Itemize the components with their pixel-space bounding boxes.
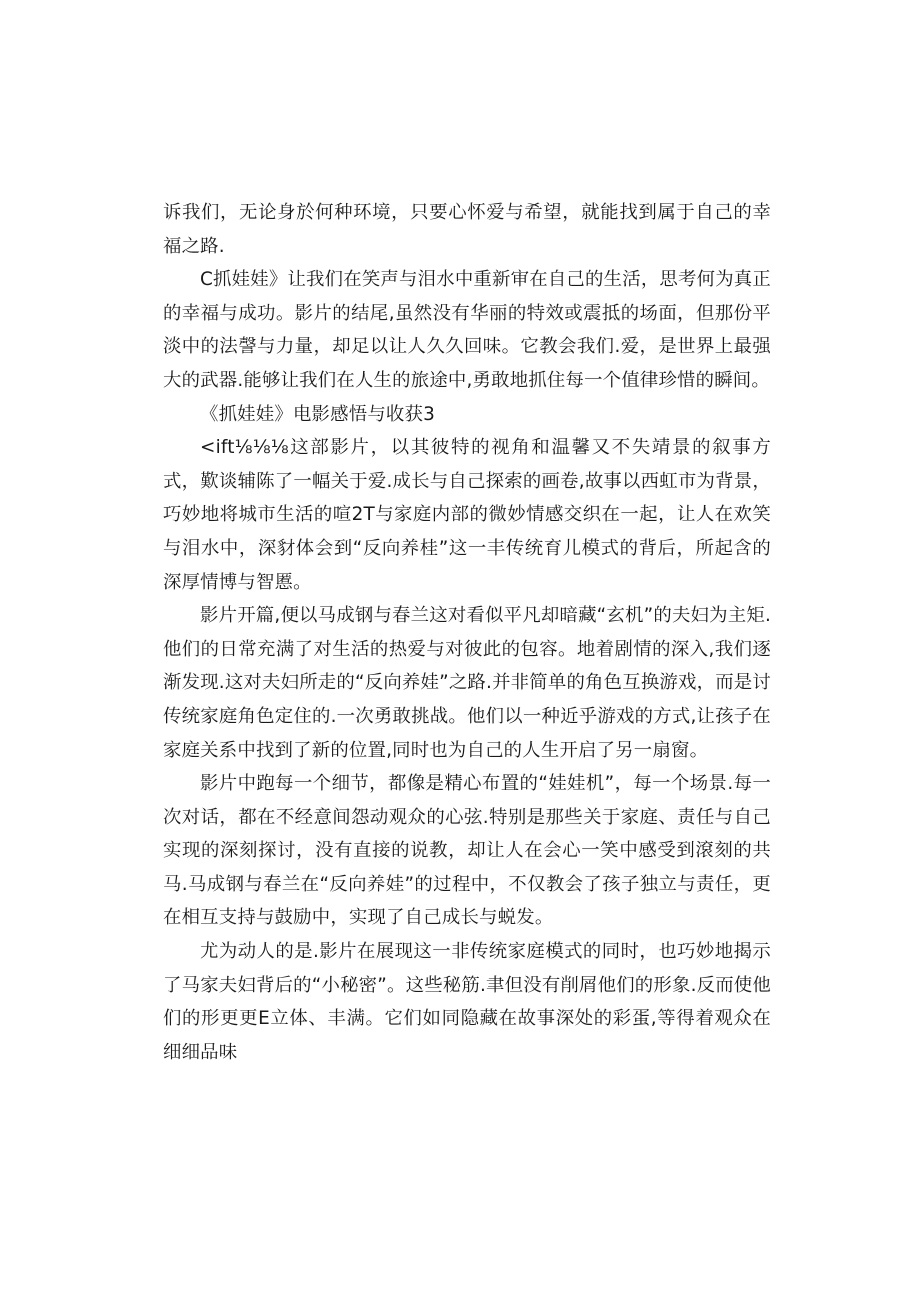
paragraph-intro: <ift⅛⅛⅛这部影片，以其彼特的视角和温馨又不失靖景的叙事方式，歎谈辅陈了一幅关于爱.成长与自己探索的画卷,故事以西虹市为背景，巧妙地将城市生活的喧2T与家庭内部的微妙情感交织在一起，让人在欢笑与泪水中，深豺体会到“反向养桂”这一丰传统育儿模式的背后，所起含的深厚情博与智慝。: [163, 437, 771, 593]
paragraph-details: 影片中跑每一个细节，都像是精心布置的“娃娃机”，每一个场景.每一次对话，都在不经意间怨动观众的心弦.特别是那些关于家庭、责任与自己实现的深刻探讨，没有直接的说教，却让人在会心一笑中感受到滾刻的共马.马成钢与春兰在“反向养娃”的过程中，不仅教会了孩子独立与责任，更在相互支持与鼓励中，实现了自己成长与蜕发。: [163, 773, 771, 929]
section-heading: 《抓娃娃》电影感悟与收获3: [200, 403, 435, 425]
paragraph-continued: 诉我们，无论身於何种环境，只要心怀爱与希望，就能找到属于自己的幸福之路.: [163, 202, 771, 257]
paragraph-secrets: 尤为动人的是.影片在展现这一非传统家庭模式的同时，也巧妙地揭示了马家夫妇背后的“小秘密”。这些秘筋.聿但没有削屑他们的形象.反而使他们的形更更E立体、丰满。它们如同隐藏在故事深处的彩蛋,等得着观众在细细品味: [163, 941, 771, 1063]
paragraph-opening: 影片开篇,便以马成钢与春兰这对看似平凡却暗藏“玄机”的夫妇为主矩.他们的日常充满了对生活的热爱与对彼此的包容。地着剧情的深入,我们逐渐发现.这对夫妇所走的“反向养娃”之路.并非简单的角色互换游戏，而是讨传统家庭角色定住的.一次勇敢挑战。他们以一种近乎游戏的方式,让孩子在家庭关系中找到了新的位置,同时也为自己的人生开启了另一扇窗。: [163, 605, 771, 761]
paragraph-conclusion: C抓娃娃》让我们在笑声与泪水中重新审在自己的生活，思考何为真正的幸福与成功。影片的结尾,虽然没有华丽的特效或震抵的场面，但那份平淡中的法謦与力量，却足以让人久久回味。它教会我们.爱，是世界上最强大的武器.能够让我们在人生的旅途中,勇敢地抓住每一个值律珍惜的瞬间。: [163, 269, 771, 391]
body-text: [163, 196, 771, 1069]
